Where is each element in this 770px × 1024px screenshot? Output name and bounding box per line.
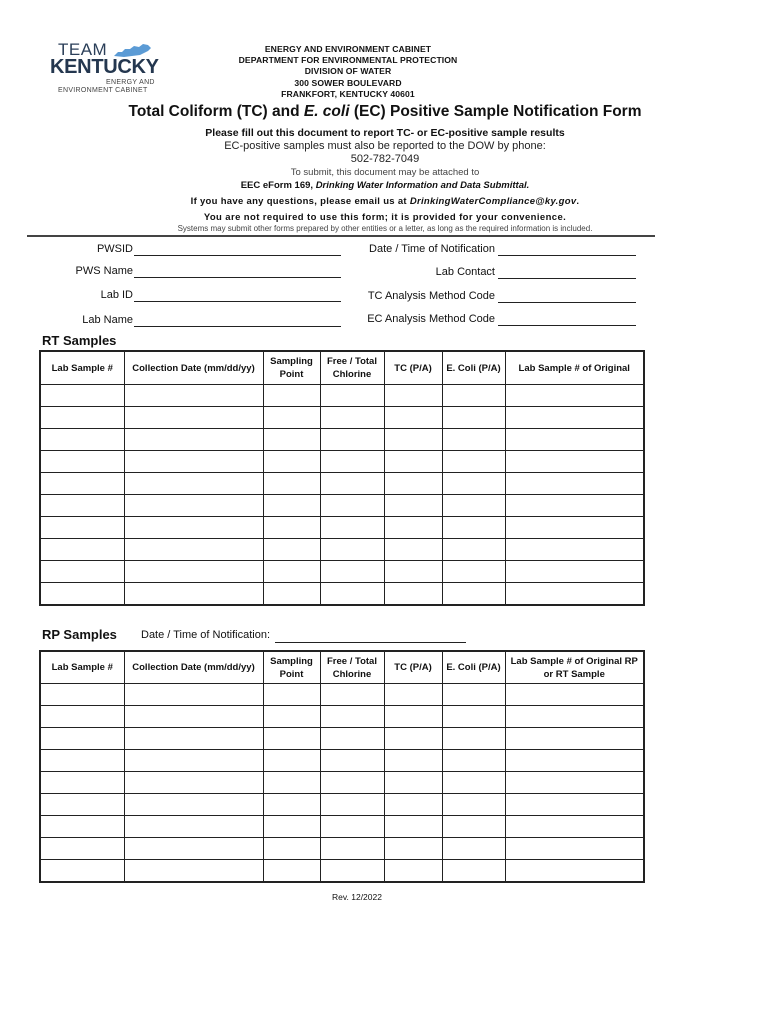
- rp-table-cell[interactable]: [263, 860, 320, 883]
- agency-line-5: FRANKFORT, KENTUCKY 40601: [281, 88, 415, 99]
- rt-table-cell[interactable]: [384, 473, 442, 495]
- rp-table-cell[interactable]: [124, 838, 263, 860]
- rt-col-tc: TC (P/A): [384, 351, 442, 385]
- rt-table-cell[interactable]: [442, 583, 505, 606]
- rt-table-cell[interactable]: [320, 583, 384, 606]
- eform-name: EEC eForm 169,: [240, 180, 316, 191]
- rp-table-cell[interactable]: [505, 860, 644, 883]
- rp-col-original: Lab Sample # of Original RP or RT Sample: [505, 651, 644, 684]
- rp-table-cell[interactable]: [40, 794, 124, 816]
- rp-table-cell[interactable]: [384, 860, 442, 883]
- rp-table-cell[interactable]: [505, 794, 644, 816]
- rp-table-cell[interactable]: [384, 816, 442, 838]
- rp-table-cell[interactable]: [124, 706, 263, 728]
- rt-table-cell[interactable]: [124, 385, 263, 407]
- rt-table-cell[interactable]: [263, 407, 320, 429]
- rp-table-cell[interactable]: [124, 794, 263, 816]
- rt-table-cell[interactable]: [505, 495, 644, 517]
- rt-table-cell[interactable]: [442, 517, 505, 539]
- rt-col-chlorine: Free / Total Chlorine: [320, 351, 384, 385]
- rp-col-sampling-point: Sampling Point: [263, 651, 320, 684]
- lab-id-input-line[interactable]: [134, 301, 341, 302]
- pwsid-field[interactable]: [0, 243, 345, 257]
- rt-col-collection-date: Collection Date (mm/dd/yy): [124, 351, 263, 385]
- rp-table-body: [40, 684, 644, 883]
- revision-date: Rev. 12/2022: [332, 892, 382, 902]
- rt-table-cell[interactable]: [40, 429, 124, 451]
- rt-table-cell[interactable]: [40, 495, 124, 517]
- rt-table-cell[interactable]: [384, 539, 442, 561]
- rt-table-cell[interactable]: [320, 495, 384, 517]
- rp-table-row: [40, 838, 644, 860]
- rp-table-cell[interactable]: [124, 816, 263, 838]
- rp-table-cell[interactable]: [40, 728, 124, 750]
- rt-table-cell[interactable]: [320, 407, 384, 429]
- rt-table-cell[interactable]: [320, 451, 384, 473]
- rp-col-lab-sample: Lab Sample #: [40, 651, 124, 684]
- ec-method-input-line[interactable]: [498, 325, 636, 326]
- rp-table-cell[interactable]: [384, 794, 442, 816]
- rt-table-row: [40, 495, 644, 517]
- rt-table-cell[interactable]: [124, 407, 263, 429]
- rt-table-cell[interactable]: [263, 583, 320, 606]
- header-divider: [27, 235, 655, 237]
- rp-table-row: [40, 684, 644, 706]
- notification-date-input-line[interactable]: [498, 255, 636, 256]
- rt-table-cell[interactable]: [40, 583, 124, 606]
- rt-table-row: [40, 451, 644, 473]
- team-kentucky-logo: [48, 40, 166, 96]
- rt-table-cell[interactable]: [384, 583, 442, 606]
- questions-text: If you have any questions, please email us at: [190, 196, 410, 207]
- rp-table-row: [40, 860, 644, 883]
- rp-table-cell[interactable]: [320, 684, 384, 706]
- rt-col-original: Lab Sample # of Original: [505, 351, 644, 385]
- rp-table-cell[interactable]: [124, 860, 263, 883]
- rp-table-row: [40, 750, 644, 772]
- rp-table-cell[interactable]: [384, 684, 442, 706]
- rt-table-cell[interactable]: [505, 385, 644, 407]
- rt-table-cell[interactable]: [263, 385, 320, 407]
- rp-col-collection-date: Collection Date (mm/dd/yy): [124, 651, 263, 684]
- lab-name-input-line[interactable]: [134, 326, 341, 327]
- rt-table-cell[interactable]: [320, 517, 384, 539]
- rt-table-cell[interactable]: [40, 473, 124, 495]
- rp-table-cell[interactable]: [124, 772, 263, 794]
- rt-table-cell[interactable]: [124, 495, 263, 517]
- rt-table-cell[interactable]: [320, 561, 384, 583]
- eform-title: Drinking Water Information and Data Submittal.: [315, 180, 530, 191]
- rt-table-cell[interactable]: [442, 407, 505, 429]
- rt-table-cell[interactable]: [124, 517, 263, 539]
- rt-table-body: [40, 385, 644, 606]
- instruction-line-6: [40, 196, 730, 212]
- rt-table-cell[interactable]: [384, 517, 442, 539]
- rp-table-cell[interactable]: [384, 838, 442, 860]
- instructions: [40, 127, 730, 234]
- rt-table-row: [40, 561, 644, 583]
- rt-table-cell[interactable]: [505, 407, 644, 429]
- rp-table-cell[interactable]: [442, 772, 505, 794]
- tc-method-input-line[interactable]: [498, 302, 636, 303]
- rt-samples-heading: RT Samples: [42, 333, 117, 348]
- rt-table-cell[interactable]: [124, 451, 263, 473]
- title-part-1: Total Coliform (TC) and: [128, 103, 304, 120]
- rp-table-cell[interactable]: [320, 860, 384, 883]
- rp-table-cell[interactable]: [263, 772, 320, 794]
- rp-samples-table: [39, 650, 645, 883]
- pws-name-input-line[interactable]: [134, 277, 341, 278]
- notification-date-label: Date / Time of Notification: [369, 243, 495, 255]
- rt-table-cell[interactable]: [505, 539, 644, 561]
- rp-table-cell[interactable]: [320, 706, 384, 728]
- ec-method-field[interactable]: [350, 313, 640, 327]
- rp-table-cell[interactable]: [442, 684, 505, 706]
- rt-table-cell[interactable]: [384, 429, 442, 451]
- rp-date-input-line[interactable]: [275, 642, 466, 643]
- rp-table-cell[interactable]: [40, 684, 124, 706]
- rt-table-cell[interactable]: [320, 473, 384, 495]
- rp-date-label: Date / Time of Notification:: [141, 629, 270, 641]
- rp-table-cell[interactable]: [384, 706, 442, 728]
- rp-table-cell[interactable]: [263, 794, 320, 816]
- form-title: [30, 103, 740, 121]
- logo-subtitle-line2: ENVIRONMENT CABINET: [58, 87, 148, 94]
- logo-subtitle-line1: ENERGY AND: [106, 79, 155, 86]
- rp-table-row: [40, 706, 644, 728]
- instruction-line-5: [40, 180, 730, 196]
- rt-table-cell[interactable]: [40, 517, 124, 539]
- rp-table-cell[interactable]: [442, 750, 505, 772]
- logo-kentucky-text: KENTUCKY: [50, 56, 159, 78]
- rp-table-cell[interactable]: [505, 838, 644, 860]
- rp-table-cell[interactable]: [320, 816, 384, 838]
- rp-table-cell[interactable]: [505, 816, 644, 838]
- rt-col-ecoli: E. Coli (P/A): [442, 351, 505, 385]
- rp-table-row: [40, 816, 644, 838]
- agency-line-1: ENERGY AND ENVIRONMENT CABINET: [264, 44, 432, 54]
- tc-method-field[interactable]: [350, 290, 640, 304]
- rt-table-cell[interactable]: [40, 539, 124, 561]
- rp-table-cell[interactable]: [263, 684, 320, 706]
- rp-table-cell[interactable]: [263, 816, 320, 838]
- pwsid-label: PWSID: [96, 243, 133, 255]
- rp-table-cell[interactable]: [40, 816, 124, 838]
- rp-table-cell[interactable]: [124, 750, 263, 772]
- rp-table-cell[interactable]: [124, 684, 263, 706]
- rt-table-cell[interactable]: [442, 451, 505, 473]
- title-italic: E. coli: [303, 103, 350, 120]
- rt-table-cell[interactable]: [263, 561, 320, 583]
- instruction-line-1: Please fill out this document to report TC- or EC-positive sample results: [205, 127, 565, 139]
- instruction-line-4: To submit, this document may be attached to: [290, 167, 480, 178]
- lab-name-field[interactable]: [0, 314, 345, 328]
- questions-end: .: [576, 196, 580, 207]
- rp-header-row: [40, 651, 644, 684]
- rp-table-cell[interactable]: [505, 684, 644, 706]
- rp-table-cell[interactable]: [442, 838, 505, 860]
- rp-table-cell[interactable]: [384, 750, 442, 772]
- rt-table-cell[interactable]: [442, 429, 505, 451]
- notification-date-field[interactable]: [350, 243, 640, 257]
- logo-team-text: TEAM: [58, 40, 108, 59]
- rp-table-cell[interactable]: [40, 860, 124, 883]
- rt-table-cell[interactable]: [505, 451, 644, 473]
- rt-table-cell[interactable]: [505, 473, 644, 495]
- contact-email-link[interactable]: DrinkingWaterCompliance@ky.gov: [409, 196, 577, 207]
- tc-method-label: TC Analysis Method Code: [367, 290, 495, 302]
- pws-name-field[interactable]: [0, 265, 345, 279]
- rp-table-cell[interactable]: [442, 728, 505, 750]
- rp-col-tc: TC (P/A): [384, 651, 442, 684]
- rt-samples-table: [39, 350, 645, 606]
- rp-table-cell[interactable]: [263, 750, 320, 772]
- agency-header: [200, 44, 496, 100]
- rt-table-cell[interactable]: [320, 539, 384, 561]
- rt-table-cell[interactable]: [505, 517, 644, 539]
- rt-table-cell[interactable]: [384, 407, 442, 429]
- rp-table-cell[interactable]: [505, 772, 644, 794]
- rt-table-cell[interactable]: [442, 495, 505, 517]
- rt-col-sampling-point: Sampling Point: [263, 351, 320, 385]
- rt-col-lab-sample: Lab Sample #: [40, 351, 124, 385]
- rp-table-cell[interactable]: [320, 794, 384, 816]
- rt-table-cell[interactable]: [505, 429, 644, 451]
- instruction-line-7: You are not required to use this form; it is provided for your convenience.: [203, 212, 567, 223]
- rt-table-cell[interactable]: [384, 561, 442, 583]
- rt-table-cell[interactable]: [442, 385, 505, 407]
- rp-table-cell[interactable]: [40, 706, 124, 728]
- rp-table-cell[interactable]: [40, 838, 124, 860]
- rt-table-cell[interactable]: [263, 473, 320, 495]
- rt-table-cell[interactable]: [320, 429, 384, 451]
- rp-table-cell[interactable]: [263, 838, 320, 860]
- rp-table-cell[interactable]: [124, 728, 263, 750]
- lab-id-label: Lab ID: [100, 289, 133, 301]
- rt-table-cell[interactable]: [263, 495, 320, 517]
- rp-table-cell[interactable]: [442, 816, 505, 838]
- rt-table-cell[interactable]: [124, 473, 263, 495]
- rp-col-chlorine: Free / Total Chlorine: [320, 651, 384, 684]
- rp-table-cell[interactable]: [40, 750, 124, 772]
- rt-table-row: [40, 517, 644, 539]
- lab-contact-field[interactable]: [350, 266, 640, 280]
- rt-table-cell[interactable]: [442, 539, 505, 561]
- rt-table-cell[interactable]: [442, 473, 505, 495]
- rt-table-cell[interactable]: [124, 429, 263, 451]
- rt-table-cell[interactable]: [505, 583, 644, 606]
- pwsid-input-line[interactable]: [134, 255, 341, 256]
- rp-table-cell[interactable]: [442, 860, 505, 883]
- lab-name-label: Lab Name: [82, 314, 133, 326]
- rp-table-row: [40, 794, 644, 816]
- rp-table-cell[interactable]: [40, 772, 124, 794]
- phone-number: 502-782-7049: [350, 153, 420, 165]
- rp-table-cell[interactable]: [320, 728, 384, 750]
- lab-id-field[interactable]: [0, 289, 345, 303]
- lab-contact-label: Lab Contact: [435, 266, 495, 278]
- rp-table-row: [40, 772, 644, 794]
- lab-contact-input-line[interactable]: [498, 278, 636, 279]
- rt-table-cell[interactable]: [263, 451, 320, 473]
- rt-table-row: [40, 429, 644, 451]
- rt-table-row: [40, 473, 644, 495]
- rp-table-cell[interactable]: [505, 706, 644, 728]
- agency-line-2: DEPARTMENT FOR ENVIRONMENTAL PROTECTION: [238, 55, 458, 66]
- agency-line-3: DIVISION OF WATER: [304, 66, 392, 77]
- pws-name-label: PWS Name: [75, 265, 133, 277]
- rt-table-cell[interactable]: [124, 583, 263, 606]
- rt-header-row: [40, 351, 644, 385]
- rp-table-cell[interactable]: [505, 728, 644, 750]
- rp-table-cell[interactable]: [320, 750, 384, 772]
- rt-table-cell[interactable]: [124, 561, 263, 583]
- rt-table-cell[interactable]: [40, 407, 124, 429]
- rt-table-cell[interactable]: [263, 517, 320, 539]
- rp-table-cell[interactable]: [442, 794, 505, 816]
- instruction-line-8: Systems may submit other forms prepared by other entities or a letter, as long as the required information is included.: [177, 224, 593, 233]
- rt-table-cell[interactable]: [124, 539, 263, 561]
- rt-table-cell[interactable]: [442, 561, 505, 583]
- rp-samples-heading: RP Samples: [42, 627, 117, 642]
- rt-table-cell[interactable]: [384, 495, 442, 517]
- rp-table-cell[interactable]: [442, 706, 505, 728]
- rt-table-cell[interactable]: [40, 385, 124, 407]
- rt-table-cell[interactable]: [263, 429, 320, 451]
- rp-table-cell[interactable]: [384, 728, 442, 750]
- rp-table-cell[interactable]: [320, 772, 384, 794]
- rp-table-cell[interactable]: [320, 838, 384, 860]
- rt-table-cell[interactable]: [263, 539, 320, 561]
- rt-table-row: [40, 583, 644, 606]
- rp-table-cell[interactable]: [263, 728, 320, 750]
- rp-table-cell[interactable]: [384, 772, 442, 794]
- rt-table-cell[interactable]: [40, 451, 124, 473]
- rt-table-cell[interactable]: [505, 561, 644, 583]
- agency-line-4: 300 SOWER BOULEVARD: [294, 77, 402, 88]
- rp-table-row: [40, 728, 644, 750]
- rt-table-row: [40, 407, 644, 429]
- rp-col-ecoli: E. Coli (P/A): [442, 651, 505, 684]
- rt-table-cell[interactable]: [40, 561, 124, 583]
- instruction-line-2: EC-positive samples must also be reported to the DOW by phone:: [224, 140, 546, 152]
- rp-table-cell[interactable]: [263, 706, 320, 728]
- rp-table-cell[interactable]: [505, 750, 644, 772]
- rt-table-cell[interactable]: [384, 451, 442, 473]
- title-part-2: (EC) Positive Sample Notification Form: [349, 103, 642, 120]
- ec-method-label: EC Analysis Method Code: [367, 313, 495, 325]
- rt-table-row: [40, 539, 644, 561]
- rt-table-row: [40, 385, 644, 407]
- rt-table-cell[interactable]: [320, 385, 384, 407]
- rt-table-cell[interactable]: [384, 385, 442, 407]
